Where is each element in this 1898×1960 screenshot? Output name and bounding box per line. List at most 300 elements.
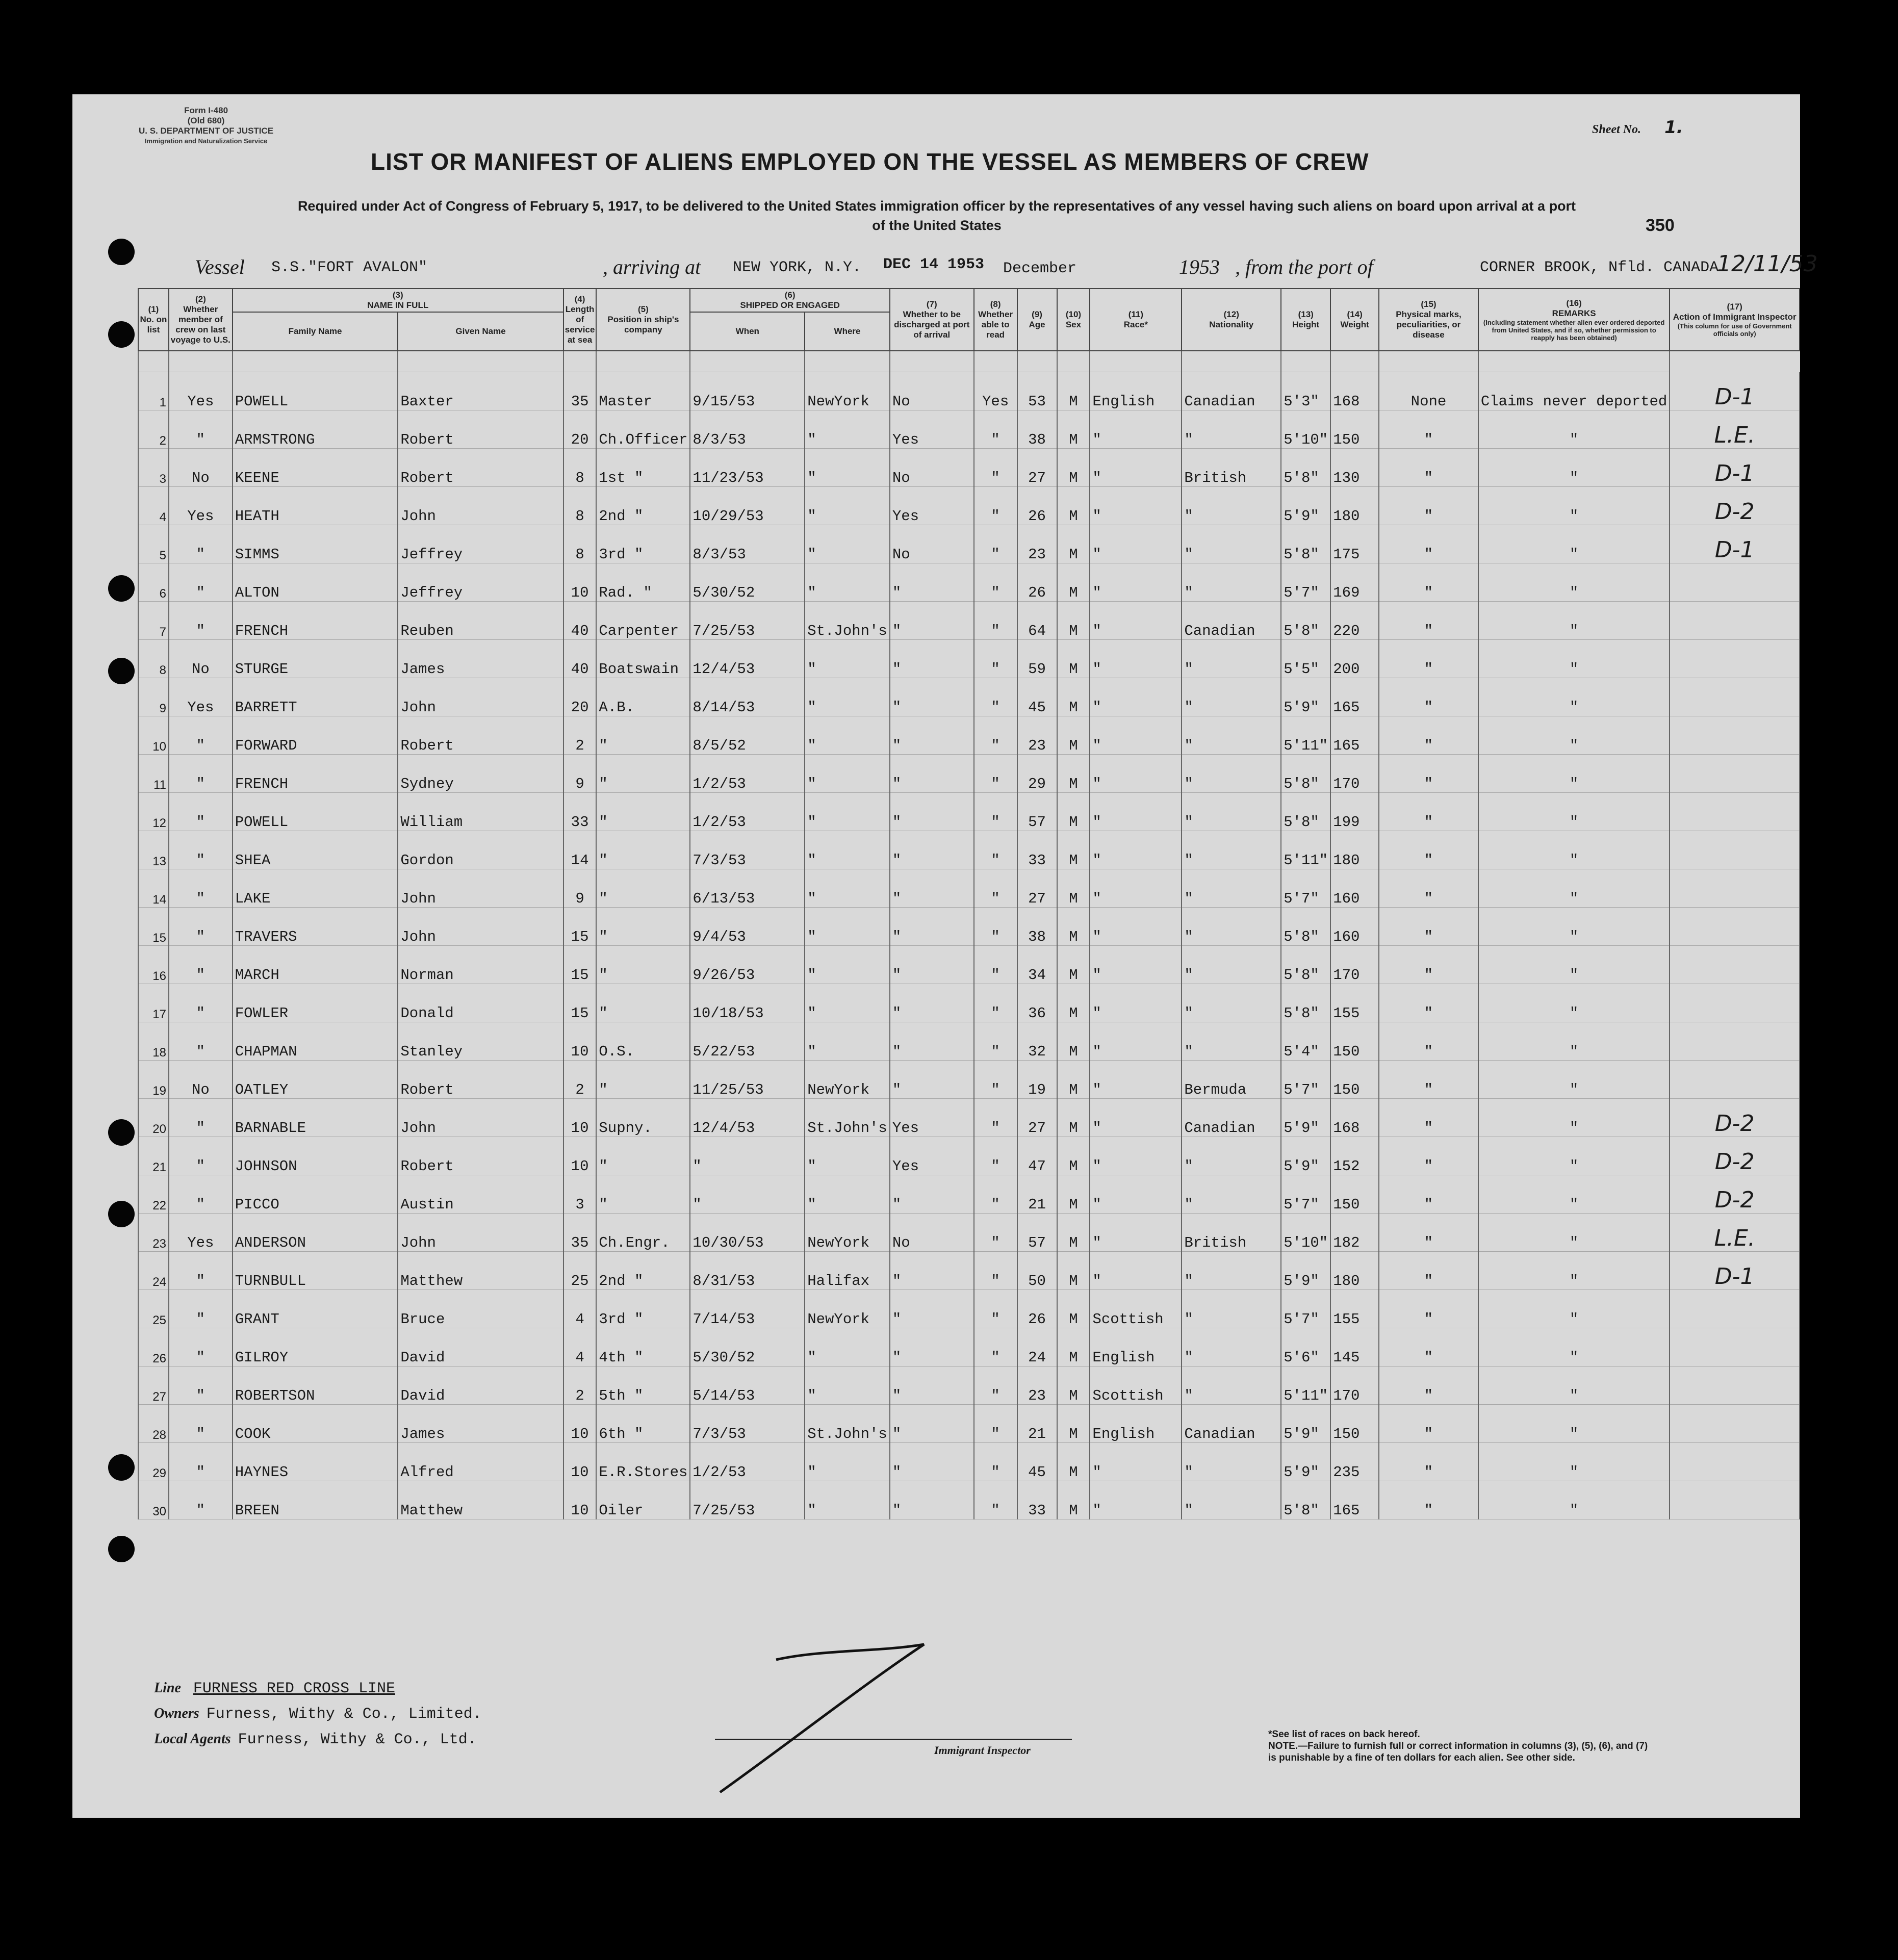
cell-read: " [974,869,1017,908]
cell-remarks: " [1478,755,1670,793]
cell-where: St.John's [805,1405,890,1443]
cell-weight: 150 [1330,1175,1379,1214]
table-row [138,908,1800,946]
cell-action [1670,793,1800,831]
cell-position: " [596,984,690,1022]
cell-weight: 165 [1330,716,1379,755]
cell-age: 59 [1017,640,1057,678]
table-row [138,372,1800,410]
cell-height: 5'7" [1281,563,1330,602]
cell-race: " [1090,1022,1182,1061]
cell-age: 23 [1017,1366,1057,1405]
cell-family: FORWARD [233,716,398,755]
cell-when: 1/2/53 [690,1443,805,1481]
cell-remarks: " [1478,869,1670,908]
cell-marks: " [1379,1022,1478,1061]
cell-marks: " [1379,1137,1478,1175]
table-row [138,1328,1800,1366]
cell-disch: No [890,449,974,487]
cell-disch: " [890,984,974,1022]
col-header-nationality: (12) Nationality [1182,289,1281,351]
cell-age: 57 [1017,1214,1057,1252]
cell-last: " [169,755,233,793]
cell-marks: " [1379,1366,1478,1405]
cell-last: " [169,1099,233,1137]
cell-position: " [596,1137,690,1175]
cell-no: 13 [138,831,169,869]
cell-given: Baxter [398,372,563,410]
cell-nat: " [1182,831,1281,869]
cell-age: 27 [1017,869,1057,908]
cell-read: " [974,487,1017,525]
cell-weight: 130 [1330,449,1379,487]
cell-where: " [805,831,890,869]
table-row [138,1405,1800,1443]
cell-last: " [169,410,233,449]
page-title: LIST OR MANIFEST OF ALIENS EMPLOYED ON THE VESSEL AS MEMBERS OF CREW [371,148,1369,175]
cell-race: " [1090,984,1182,1022]
cell-sex: M [1057,1099,1090,1137]
cell-service: 3 [563,1175,597,1214]
cell-remarks: " [1478,449,1670,487]
note-races: *See list of races on back hereof. [1268,1729,1420,1740]
cell-marks: " [1379,946,1478,984]
cell-no: 26 [138,1328,169,1366]
cell-marks: " [1379,1405,1478,1443]
cell-family: STURGE [233,640,398,678]
cell-age: 57 [1017,793,1057,831]
cell-service: 4 [563,1328,597,1366]
cell-where: " [805,525,890,563]
service-name: Immigration and Naturalization Service [144,137,268,145]
cell-where: " [805,716,890,755]
cell-where: NewYork [805,1290,890,1328]
cell-nat: " [1182,1481,1281,1519]
cell-family: FRENCH [233,602,398,640]
cell-no: 1 [138,372,169,410]
vessel-label: Vessel [195,255,245,278]
col-header-given-name: Given Name [398,312,563,351]
cell-position: O.S. [596,1022,690,1061]
cell-service: 20 [563,678,597,716]
cell-disch: " [890,1366,974,1405]
cell-sex: M [1057,1443,1090,1481]
handwritten-date: 12/11/53 [1717,251,1818,277]
cell-race: " [1090,487,1182,525]
cell-position: 2nd " [596,487,690,525]
cell-weight: 150 [1330,1061,1379,1099]
cell-position: Carpenter [596,602,690,640]
cell-family: CHAPMAN [233,1022,398,1061]
cell-race: " [1090,1481,1182,1519]
cell-remarks: " [1478,1366,1670,1405]
cell-when: 8/3/53 [690,525,805,563]
cell-no: 2 [138,410,169,449]
cell-service: 2 [563,716,597,755]
cell-where: " [805,946,890,984]
cell-family: HAYNES [233,1443,398,1481]
cell-family: JOHNSON [233,1137,398,1175]
cell-race: English [1090,1405,1182,1443]
punch-hole [108,1536,135,1562]
table-row [138,487,1800,525]
cell-service: 4 [563,1290,597,1328]
col-header-remarks: (16) REMARKS (Including statement whether alien ever ordered deported from United States, and if so, whether permission to reapply has been obtained) [1478,289,1670,351]
cell-sex: M [1057,487,1090,525]
cell-height: 5'3" [1281,372,1330,410]
col-header-family-name: Family Name [233,312,398,351]
cell-when: 7/25/53 [690,1481,805,1519]
cell-when: 1/2/53 [690,793,805,831]
col-header-where: Where [805,312,890,351]
cell-weight: 180 [1330,1252,1379,1290]
cell-no: 28 [138,1405,169,1443]
cell-height: 5'8" [1281,602,1330,640]
table-row [138,1252,1800,1290]
cell-position: 1st " [596,449,690,487]
cell-no: 25 [138,1290,169,1328]
cell-last: " [169,1328,233,1366]
cell-sex: M [1057,984,1090,1022]
cell-age: 38 [1017,908,1057,946]
cell-when: 8/5/52 [690,716,805,755]
cell-position: " [596,869,690,908]
cell-race: " [1090,525,1182,563]
cell-age: 21 [1017,1405,1057,1443]
cell-marks: " [1379,1252,1478,1290]
cell-weight: 235 [1330,1443,1379,1481]
cell-nat: Canadian [1182,1099,1281,1137]
cell-marks: " [1379,525,1478,563]
cell-family: ALTON [233,563,398,602]
cell-family: FOWLER [233,984,398,1022]
cell-service: 10 [563,1405,597,1443]
cell-where: " [805,1328,890,1366]
cell-weight: 152 [1330,1137,1379,1175]
cell-given: Jeffrey [398,525,563,563]
cell-sex: M [1057,869,1090,908]
cell-remarks: " [1478,640,1670,678]
cell-position: Ch.Engr. [596,1214,690,1252]
cell-service: 15 [563,984,597,1022]
cell-read: " [974,716,1017,755]
col-header-physical: (15) Physical marks, peculiarities, or disease [1379,289,1478,351]
cell-weight: 155 [1330,984,1379,1022]
cell-remarks: " [1478,525,1670,563]
cell-where: " [805,1366,890,1405]
cell-remarks: " [1478,1405,1670,1443]
cell-no: 27 [138,1366,169,1405]
cell-sex: M [1057,1366,1090,1405]
cell-marks: " [1379,831,1478,869]
table-row [138,716,1800,755]
cell-weight: 155 [1330,1290,1379,1328]
old-form-number: (Old 680) [187,116,225,125]
cell-disch: " [890,1481,974,1519]
cell-nat: " [1182,563,1281,602]
cell-nat: " [1182,1443,1281,1481]
cell-when: 10/18/53 [690,984,805,1022]
crew-rows [138,351,1800,1519]
table-row [138,602,1800,640]
table-row [138,869,1800,908]
manifest-sheet [72,94,1818,1818]
cell-age: 23 [1017,716,1057,755]
cell-where: " [805,755,890,793]
cell-age: 26 [1017,1290,1057,1328]
form-number: Form I-480 [184,106,228,115]
cell-service: 2 [563,1061,597,1099]
arrival-year: 1953 [1179,255,1220,278]
cell-disch: " [890,1290,974,1328]
cell-when: 5/30/52 [690,1328,805,1366]
cell-nat: " [1182,946,1281,984]
inspector-label: Immigrant Inspector [934,1744,1031,1757]
cell-position: 3rd " [596,525,690,563]
cell-family: ANDERSON [233,1214,398,1252]
cell-marks: " [1379,755,1478,793]
cell-sex: M [1057,640,1090,678]
cell-read: " [974,1022,1017,1061]
cell-height: 5'11" [1281,1366,1330,1405]
table-row [138,1290,1800,1328]
table-row [138,1366,1800,1405]
punch-hole [108,1454,135,1481]
cell-no: 18 [138,1022,169,1061]
cell-disch: No [890,372,974,410]
cell-race: " [1090,602,1182,640]
punch-hole [108,1201,135,1227]
cell-weight: 160 [1330,908,1379,946]
cell-given: Robert [398,1061,563,1099]
cell-read: " [974,946,1017,984]
cell-nat: " [1182,1175,1281,1214]
cell-disch: " [890,831,974,869]
cell-service: 8 [563,449,597,487]
table-row [138,1481,1800,1519]
cell-when: 7/14/53 [690,1290,805,1328]
cell-read: Yes [974,372,1017,410]
cell-no: 30 [138,1481,169,1519]
cell-nat: British [1182,449,1281,487]
cell-race: " [1090,678,1182,716]
cell-when: 8/3/53 [690,410,805,449]
cell-remarks: " [1478,908,1670,946]
cell-position: " [596,1175,690,1214]
col-header-shipped: (6) SHIPPED OR ENGAGED [690,289,889,312]
footer-notes [1268,1729,1648,1764]
cell-marks: " [1379,602,1478,640]
cell-action [1670,1290,1800,1328]
department-name: U. S. DEPARTMENT OF JUSTICE [139,126,274,136]
cell-position: 2nd " [596,1252,690,1290]
cell-weight: 150 [1330,410,1379,449]
cell-height: 5'11" [1281,716,1330,755]
cell-age: 24 [1017,1328,1057,1366]
cell-sex: M [1057,755,1090,793]
cell-last: " [169,946,233,984]
cell-last: No [169,449,233,487]
cell-family: OATLEY [233,1061,398,1099]
cell-sex: M [1057,678,1090,716]
cell-marks: " [1379,640,1478,678]
cell-disch: " [890,678,974,716]
cell-remarks: " [1478,678,1670,716]
cell-disch: " [890,640,974,678]
cell-height: 5'8" [1281,908,1330,946]
cell-race: " [1090,755,1182,793]
cell-sex: M [1057,1405,1090,1443]
cell-last: " [169,525,233,563]
col-header-service: (4) Length of service at sea [563,289,597,351]
cell-when: " [690,1175,805,1214]
cell-action: D-1 [1670,525,1800,563]
cell-action [1670,1061,1800,1099]
cell-height: 5'8" [1281,755,1330,793]
table-row [138,946,1800,984]
cell-where: " [805,908,890,946]
cell-nat: " [1182,1290,1281,1328]
cell-disch: Yes [890,1099,974,1137]
cell-disch: " [890,563,974,602]
cell-race: " [1090,793,1182,831]
cell-no: 16 [138,946,169,984]
sheet-label: Sheet No. [1592,123,1641,136]
arrival-port: NEW YORK, N.Y. [733,259,862,276]
cell-action [1670,678,1800,716]
cell-where: " [805,1481,890,1519]
cell-remarks: Claims never deported [1478,372,1670,410]
cell-service: 35 [563,372,597,410]
cell-given: John [398,487,563,525]
cell-race: " [1090,410,1182,449]
cell-disch: " [890,1328,974,1366]
cell-action: D-1 [1670,449,1800,487]
header-row-1 [138,289,1800,312]
cell-marks: " [1379,1443,1478,1481]
cell-height: 5'7" [1281,869,1330,908]
cell-read: " [974,1252,1017,1290]
cell-disch: " [890,869,974,908]
cell-marks: None [1379,372,1478,410]
cell-race: " [1090,1214,1182,1252]
cell-remarks: " [1478,563,1670,602]
cell-sex: M [1057,1022,1090,1061]
table-row [138,1137,1800,1175]
cell-age: 27 [1017,449,1057,487]
cell-family: ARMSTRONG [233,410,398,449]
cell-read: " [974,1328,1017,1366]
cell-disch: Yes [890,410,974,449]
cell-nat: " [1182,410,1281,449]
cell-when: 9/15/53 [690,372,805,410]
form-identifier [139,106,273,146]
punch-hole [108,1119,135,1146]
cell-given: Matthew [398,1481,563,1519]
cell-nat: Bermuda [1182,1061,1281,1099]
cell-nat: " [1182,869,1281,908]
cell-remarks: " [1478,831,1670,869]
cell-where: NewYork [805,1214,890,1252]
cell-marks: " [1379,908,1478,946]
cell-weight: 180 [1330,831,1379,869]
cell-weight: 165 [1330,1481,1379,1519]
cell-given: John [398,678,563,716]
cell-given: Sydney [398,755,563,793]
cell-height: 5'11" [1281,831,1330,869]
table-row [138,1099,1800,1137]
cell-nat: " [1182,678,1281,716]
cell-family: LAKE [233,869,398,908]
cell-weight: 168 [1330,372,1379,410]
sheet-number: 1. [1664,117,1683,138]
cell-read: " [974,449,1017,487]
table-row [138,1214,1800,1252]
cell-age: 34 [1017,946,1057,984]
cell-sex: M [1057,1252,1090,1290]
cell-action [1670,1481,1800,1519]
cell-action [1670,1328,1800,1366]
cell-last: " [169,1290,233,1328]
cell-action [1670,984,1800,1022]
cell-sex: M [1057,410,1090,449]
inspector-pen-stroke [710,1629,965,1797]
table-row [138,984,1800,1022]
cell-nat: " [1182,1137,1281,1175]
cell-when: 7/3/53 [690,1405,805,1443]
cell-action [1670,1022,1800,1061]
cell-service: 20 [563,410,597,449]
cell-service: 8 [563,525,597,563]
cell-last: " [169,1022,233,1061]
cell-no: 12 [138,793,169,831]
cell-action: L.E. [1670,410,1800,449]
cell-action: D-2 [1670,1175,1800,1214]
table-row [138,755,1800,793]
cell-when: 7/3/53 [690,831,805,869]
cell-action [1670,1366,1800,1405]
cell-marks: " [1379,410,1478,449]
cell-race: Scottish [1090,1290,1182,1328]
cell-read: " [974,640,1017,678]
cell-family: KEENE [233,449,398,487]
cell-when: 9/26/53 [690,946,805,984]
cell-action [1670,946,1800,984]
cell-remarks: " [1478,1061,1670,1099]
cell-race: " [1090,946,1182,984]
cell-nat: " [1182,487,1281,525]
col-header-name: (3) NAME IN FULL [233,289,563,312]
cell-action [1670,602,1800,640]
cell-sex: M [1057,449,1090,487]
col-header-sex: (10) Sex [1057,289,1090,351]
cell-weight: 145 [1330,1328,1379,1366]
cell-given: Austin [398,1175,563,1214]
cell-when: 11/23/53 [690,449,805,487]
cell-marks: " [1379,1214,1478,1252]
cell-remarks: " [1478,946,1670,984]
cell-position: 5th " [596,1366,690,1405]
cell-action: D-2 [1670,1137,1800,1175]
col-header-read: (8) Whether able to read [974,289,1017,351]
cell-service: 10 [563,1099,597,1137]
cell-weight: 160 [1330,869,1379,908]
table-row [138,793,1800,831]
col-header-race: (11) Race* [1090,289,1182,351]
cell-no: 5 [138,525,169,563]
cell-sex: M [1057,831,1090,869]
cell-age: 27 [1017,1099,1057,1137]
